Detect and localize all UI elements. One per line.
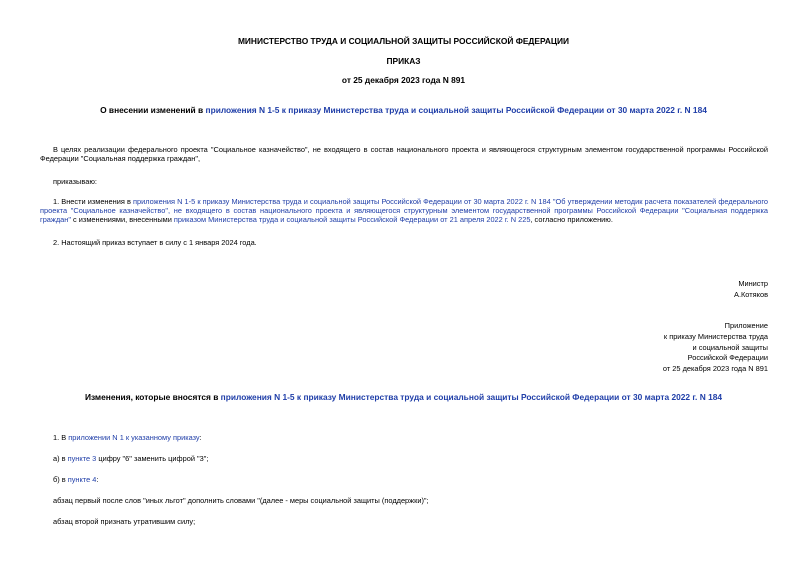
item1-suffix: , согласно приложению. (530, 215, 613, 224)
change-item-1-link[interactable]: приложении N 1 к указанному приказу (68, 433, 200, 442)
change-subitem-b (53, 475, 98, 484)
change-item-1-prefix: 1. В (53, 433, 69, 442)
ministry-title: МИНИСТЕРСТВО ТРУДА И СОЦИАЛЬНОЙ ЗАЩИТЫ РОССИЙСКОЙ ФЕДЕРАЦИИ (237, 36, 570, 46)
subject-link[interactable]: приложения N 1-5 к приказу Министерства труда и социальной защиты Российской Федерации от 30 марта 2022 г. N 184 (205, 105, 707, 115)
subitem-a-suffix: цифру "6" заменить цифрой "3"; (96, 454, 209, 463)
appendix-line-2: к приказу Министерства труда (663, 331, 768, 341)
signature-title: Министр (738, 279, 768, 288)
item1-prefix: 1. Внести изменения в (53, 197, 134, 206)
changes-heading (0, 392, 807, 402)
subitem-a-link[interactable]: пункте 3 (67, 454, 97, 463)
preamble: В целях реализации федерального проекта "Социальное казначейство", не входящего в состав национального проекта и являющегося структурным элементом государственной программы Российской Федерации "Социальная поддержка граждан", (40, 145, 768, 163)
item-1 (40, 197, 768, 224)
doc-date-number: от 25 декабря 2023 года N 891 (341, 75, 466, 85)
appendix-line-3: и социальной защиты (692, 342, 768, 352)
changes-heading-link[interactable]: приложения N 1-5 к приказу Министерства труда и социальной защиты Российской Федерации от 30 марта 2022 г. N 184 (220, 392, 723, 402)
subitem-b-suffix: : (96, 475, 99, 484)
change-item-1-suffix: : (199, 433, 202, 442)
doc-type: ПРИКАЗ (386, 56, 421, 66)
item1-middle: с изменениями, внесенными (71, 215, 174, 224)
item1-link-order-184[interactable]: приложения N 1-5 к приказу Министерства труда и социальной защиты Российской Федерации от 30 марта 2022 г. N 184 "Об утверждении методик расчета показателей федерального проекта "Социальное казначейство", не входящего в состав национального проекта и являющегося структурным элементом государственной программы Российской Федерации "Социальная поддержка граждан" (40, 197, 769, 224)
change-subitem-a (53, 454, 208, 463)
appendix-line-1: Приложение (724, 321, 768, 330)
appendix-line-5: от 25 декабря 2023 года N 891 (662, 364, 768, 374)
change-item-1 (53, 433, 202, 442)
appendix-reference (663, 321, 768, 375)
paragraph-2-change: абзац второй признать утратившим силу; (53, 517, 196, 526)
paragraph-1-change: абзац первый после слов "иных льгот" дополнить словами "(далее - меры социальной защиты (поддержки)"; (53, 496, 429, 505)
signature-block (734, 279, 768, 301)
subitem-a-prefix: а) в (53, 454, 68, 463)
signature-name: А.Котяков (734, 289, 768, 299)
subitem-b-prefix: б) в (53, 475, 68, 484)
item1-link-order-225[interactable]: приказом Министерства труда и социальной защиты Российской Федерации от 21 апреля 2022 г. N 225 (173, 215, 531, 224)
appendix-line-4: Российской Федерации (687, 353, 768, 363)
item-2: 2. Настоящий приказ вступает в силу с 1 января 2024 года. (53, 238, 257, 247)
doc-subject (0, 105, 807, 115)
subitem-b-link[interactable]: пункте 4 (67, 475, 97, 484)
order-word: приказываю: (53, 177, 97, 186)
subject-prefix: О внесении изменений в (100, 105, 206, 115)
changes-heading-prefix: Изменения, которые вносятся в (84, 392, 221, 402)
